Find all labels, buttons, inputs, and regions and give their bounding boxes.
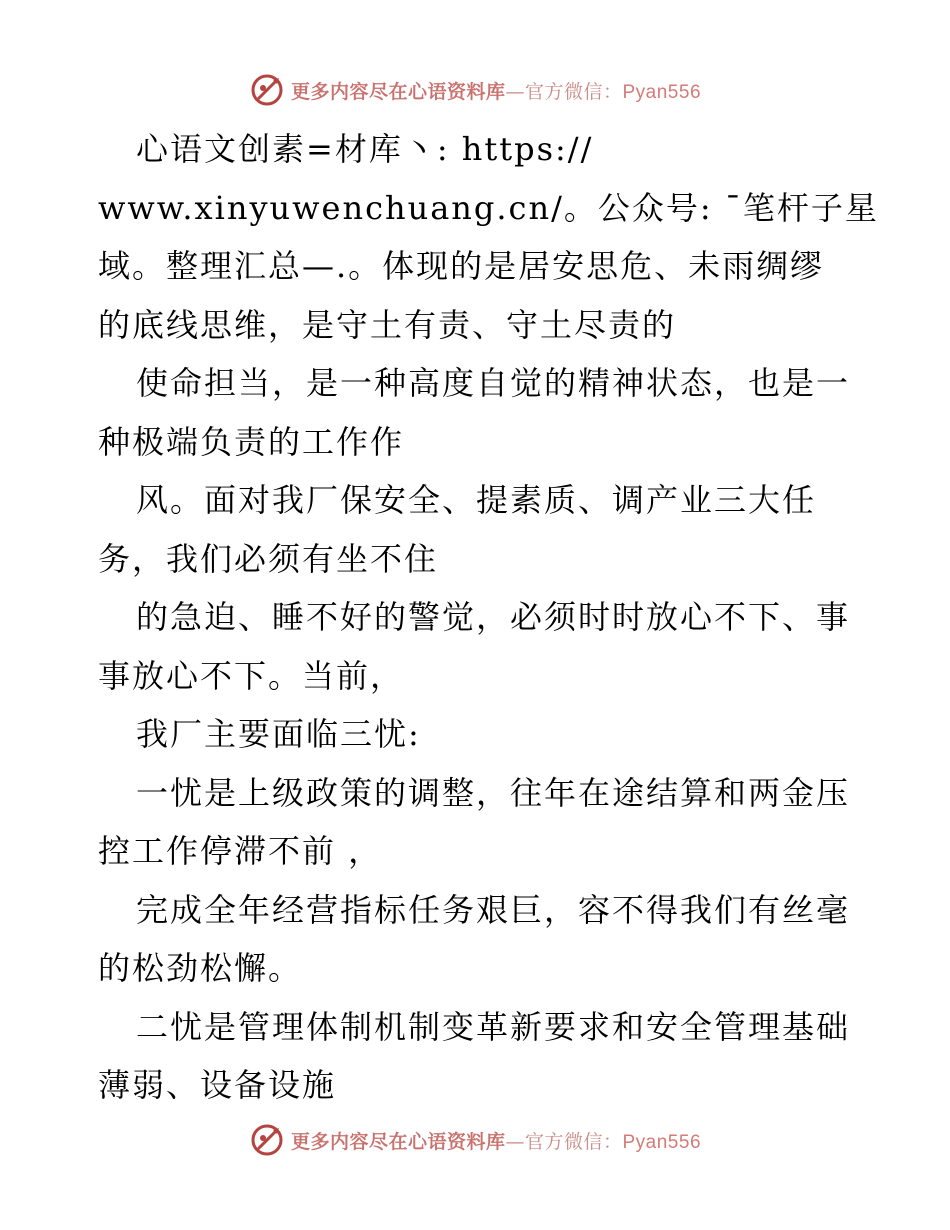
banner-sub-text: 官方微信： [524, 1130, 623, 1153]
header-banner [0, 70, 950, 110]
banner-text [291, 1127, 701, 1154]
banner-separator: — [505, 1130, 525, 1153]
body-line: 二忧是管理体制机制变革新要求和安全管理基础 [136, 1007, 851, 1046]
document-body [98, 120, 879, 1115]
body-line: 心语文创素=材库丶: https:// [136, 130, 594, 168]
body-line: 风。面对我厂保安全、提素质、调产业三大任 [136, 481, 817, 519]
body-line: 的松劲松懈。 [98, 949, 303, 987]
body-line: 域。整理汇总—.。体现的是居安思危、未雨绸缪 [98, 247, 825, 285]
banner-main-text: 更多内容尽在心语资料库 [290, 1130, 506, 1153]
body-line: 一忧是上级政策的调整，往年在途结算和两金压 [136, 773, 851, 812]
body-line: 薄弱、设备设施 [98, 1066, 337, 1104]
banner-text [291, 77, 701, 104]
banner-separator: — [505, 80, 525, 103]
banner-wechat-id: Pyan556 [622, 1131, 702, 1153]
body-line: 控工作停滞不前 ， [98, 832, 383, 870]
body-line: www.xinyuwenchuang.cn/。公众号: ¯笔杆子星 [98, 188, 879, 227]
brand-logo-icon [249, 1122, 285, 1158]
body-line: 的底线思维，是守土有责、守土尽责的 [98, 305, 677, 344]
brand-logo-icon [249, 72, 285, 108]
banner-main-text: 更多内容尽在心语资料库 [290, 80, 506, 103]
body-line: 的急迫、睡不好的警觉，必须时时放心不下、事 [136, 598, 851, 636]
body-line: 事放心不下。当前， [98, 656, 405, 695]
body-line: 种极端负责的工作作 [98, 422, 405, 461]
body-line: 我厂主要面临三忧: [136, 715, 421, 753]
body-line: 务，我们必须有坐不住 [98, 539, 439, 578]
footer-banner [0, 1120, 950, 1160]
body-line: 完成全年经营指标任务艰巨，容不得我们有丝毫 [136, 890, 851, 929]
banner-sub-text: 官方微信： [524, 80, 623, 103]
body-line: 使命担当，是一种高度自觉的精神状态，也是一 [136, 364, 851, 402]
banner-wechat-id: Pyan556 [622, 81, 702, 103]
